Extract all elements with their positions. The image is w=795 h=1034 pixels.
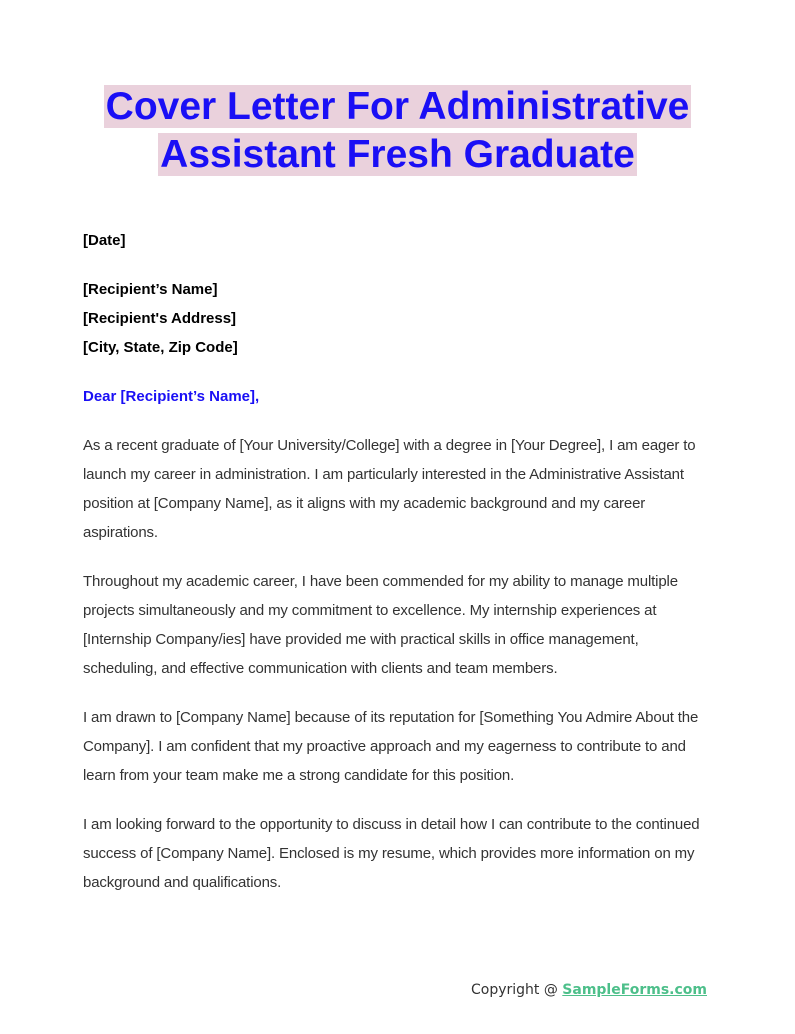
salutation: Dear [Recipient’s Name], — [83, 388, 260, 405]
paragraph-closing: I am looking forward to the opportunity to discuss in detail how I can contribute to the continued success of [Company Name]. Enclosed is my resume, which provides more information on my background and qualifications. — [83, 816, 700, 891]
title-line-1: Cover Letter For Administrative — [105, 85, 690, 128]
recipient-city-state-zip: [City, State, Zip Code] — [83, 339, 238, 356]
recipient-address: [Recipient's Address] — [83, 310, 237, 327]
recipient-name: [Recipient’s Name] — [83, 281, 218, 298]
page-title — [0, 83, 795, 179]
paragraph-company-interest: I am drawn to [Company Name] because of its reputation for [Something You Admire About the Company]. I am confident that my proactive approach and my eagerness to contribute to and learn from your team make me a strong candidate for this position. — [83, 709, 699, 784]
sampleforms-link[interactable]: SampleForms.com — [562, 982, 707, 998]
letter-body — [83, 226, 713, 917]
title-line-2: Assistant Fresh Graduate — [160, 133, 635, 176]
copyright-label: Copyright @ — [470, 982, 563, 998]
recipient-address-block — [83, 275, 713, 362]
paragraph-intro: As a recent graduate of [Your University/College] with a degree in [Your Degree], I am eager to launch my career in administration. I am particularly interested in the Administrative Assistant position at [Company Name], as it aligns with my academic background and my career aspirations. — [83, 437, 696, 541]
footer-copyright — [471, 982, 707, 998]
paragraph-experience: Throughout my academic career, I have been commended for my ability to manage multiple projects simultaneously and my commitment to excellence. My internship experiences at [Internship Company/ies] have provided me with practical skills in office management, scheduling, and effective communication with clients and team members. — [83, 573, 678, 677]
date-field: [Date] — [83, 232, 126, 249]
